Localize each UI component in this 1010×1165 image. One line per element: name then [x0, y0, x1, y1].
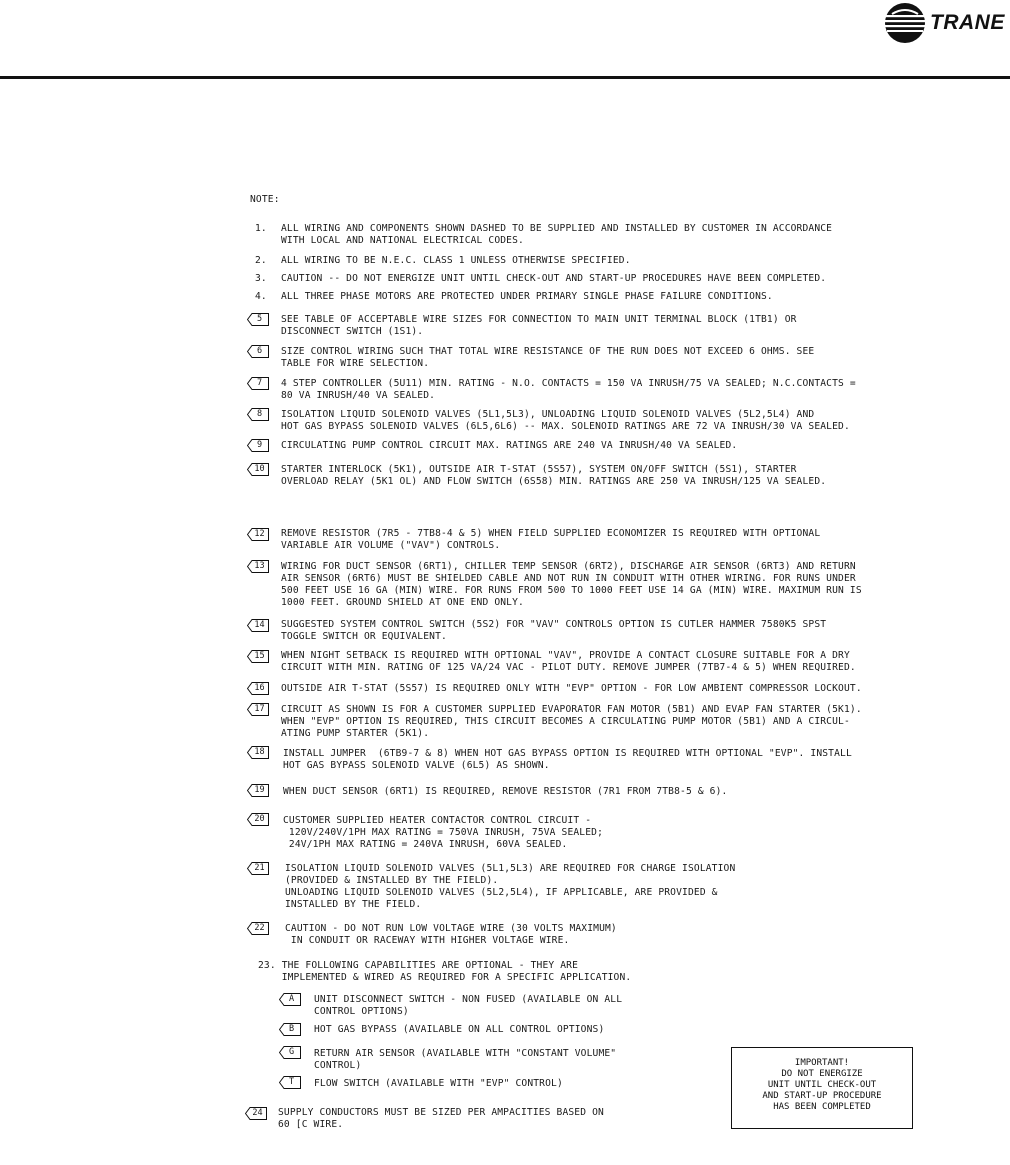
note-text-line: CIRCUIT WITH MIN. RATING OF 125 VA/24 VAC - PILOT DUTY. REMOVE JUMPER (7TB7-4 & 5) WHEN REQUIRED. [281, 662, 856, 673]
note-text-line: HOT GAS BYPASS SOLENOID VALVES (6L5,6L6) -- MAX. SOLENOID RATINGS ARE 72 VA INRUSH/30 VA SEALED. [281, 421, 850, 432]
brand-name: TRANE [930, 11, 1005, 34]
note-text-line: UNLOADING LIQUID SOLENOID VALVES (5L2,5L4), IF APPLICABLE, ARE PROVIDED & [285, 887, 718, 898]
note-text-line: IMPLEMENTED & WIRED AS REQUIRED FOR A SPECIFIC APPLICATION. [258, 972, 632, 983]
notice-line: HAS BEEN COMPLETED [773, 1102, 871, 1112]
note-tag-21: 21 [247, 862, 269, 875]
note-text-line: 60 [C WIRE. [278, 1119, 344, 1130]
note-text-line: ALL WIRING AND COMPONENTS SHOWN DASHED TO BE SUPPLIED AND INSTALLED BY CUSTOMER IN ACCORDANCE [281, 223, 833, 234]
note-text-line: SEE TABLE OF ACCEPTABLE WIRE SIZES FOR CONNECTION TO MAIN UNIT TERMINAL BLOCK (1TB1) OR [281, 314, 797, 325]
note-text-line: TOGGLE SWITCH OR EQUIVALENT. [281, 631, 447, 642]
note-text-line: 23. THE FOLLOWING CAPABILITIES ARE OPTIONAL - THEY ARE [258, 960, 578, 971]
note-text-line: IN CONDUIT OR RACEWAY WITH HIGHER VOLTAGE WIRE. [285, 935, 570, 946]
note-text-line: 500 FEET USE 16 GA (MIN) WIRE. FOR RUNS FROM 500 TO 1000 FEET USE 14 GA (MIN) WIRE. MAXIMUM RUN IS [281, 585, 862, 596]
note-text-line: WITH LOCAL AND NATIONAL ELECTRICAL CODES. [281, 235, 524, 246]
note-number: 2. [255, 255, 267, 266]
note-text-line: INSTALLED BY THE FIELD. [285, 899, 422, 910]
notice-line: IMPORTANT! [794, 1058, 850, 1068]
note-tag-12: 12 [247, 528, 269, 541]
note-text-line: TABLE FOR WIRE SELECTION. [281, 358, 430, 369]
note-text-line: INSTALL JUMPER (6TB9-7 & 8) WHEN HOT GAS BYPASS OPTION IS REQUIRED WITH OPTIONAL "EVP". INSTALL [283, 748, 852, 759]
note-number: 3. [255, 273, 267, 284]
note-tag-6: 6 [247, 345, 269, 358]
note-text-line: CUSTOMER SUPPLIED HEATER CONTACTOR CONTROL CIRCUIT - [283, 815, 592, 826]
note-tag-24: 24 [245, 1107, 267, 1120]
option-text-line: CONTROL OPTIONS) [314, 1006, 409, 1017]
option-tag-a: A [279, 993, 301, 1006]
note-tag-9: 9 [247, 439, 269, 452]
note-text-line: OUTSIDE AIR T-STAT (5S57) IS REQUIRED ONLY WITH "EVP" OPTION - FOR LOW AMBIENT COMPRESSOR LOCKOUT. [281, 683, 862, 694]
note-tag-5: 5 [247, 313, 269, 326]
note-text-line: SUGGESTED SYSTEM CONTROL SWITCH (5S2) FOR "VAV" CONTROLS OPTION IS CUTLER HAMMER 7580K5 SPST [281, 619, 827, 630]
important-notice-box [731, 1047, 913, 1129]
note-text-line: 80 VA INRUSH/40 VA SEALED. [281, 390, 436, 401]
note-number: 1. [255, 223, 267, 234]
note-text-line: 120V/240V/1PH MAX RATING = 750VA INRUSH, 75VA SEALED; [283, 827, 603, 838]
note-text-line: ISOLATION LIQUID SOLENOID VALVES (5L1,5L3), UNLOADING LIQUID SOLENOID VALVES (5L2,5L4) AND [281, 409, 815, 420]
header-rule [0, 76, 1010, 79]
notice-line: UNIT UNTIL CHECK-OUT [767, 1080, 877, 1090]
note-heading: NOTE: [250, 194, 280, 205]
note-text-line: CAUTION - DO NOT RUN LOW VOLTAGE WIRE (30 VOLTS MAXIMUM) [285, 923, 617, 934]
note-tag-7: 7 [247, 377, 269, 390]
note-text-line: REMOVE RESISTOR (7R5 - 7TB8-4 & 5) WHEN FIELD SUPPLIED ECONOMIZER IS REQUIRED WITH OPTIONAL [281, 528, 821, 539]
note-tag-18: 18 [247, 746, 269, 759]
option-text-line: FLOW SWITCH (AVAILABLE WITH "EVP" CONTROL) [314, 1078, 563, 1089]
note-text-line: (PROVIDED & INSTALLED BY THE FIELD). [285, 875, 499, 886]
note-tag-13: 13 [247, 560, 269, 573]
note-text-line: HOT GAS BYPASS SOLENOID VALVE (6L5) AS SHOWN. [283, 760, 550, 771]
note-text-line: 1000 FEET. GROUND SHIELD AT ONE END ONLY. [281, 597, 524, 608]
option-tag-t: T [279, 1076, 301, 1089]
note-text-line: WHEN DUCT SENSOR (6RT1) IS REQUIRED, REMOVE RESISTOR (7R1 FROM 7TB8-5 & 6). [283, 786, 728, 797]
note-text-line: OVERLOAD RELAY (5K1 OL) AND FLOW SWITCH (6S58) MIN. RATINGS ARE 250 VA INRUSH/125 VA SEALED. [281, 476, 827, 487]
note-text-line: CIRCUIT AS SHOWN IS FOR A CUSTOMER SUPPLIED EVAPORATOR FAN MOTOR (5B1) AND EVAP FAN STARTER (5K1). [281, 704, 862, 715]
note-text-line: WHEN "EVP" OPTION IS REQUIRED, THIS CIRCUIT BECOMES A CIRCULATING PUMP MOTOR (5B1) AND A CIRCUL- [281, 716, 850, 727]
note-text-line: ALL WIRING TO BE N.E.C. CLASS 1 UNLESS OTHERWISE SPECIFIED. [281, 255, 631, 266]
note-tag-22: 22 [247, 922, 269, 935]
note-tag-20: 20 [247, 813, 269, 826]
note-text-line: 24V/1PH MAX RATING = 240VA INRUSH, 60VA SEALED. [283, 839, 568, 850]
option-text-line: HOT GAS BYPASS (AVAILABLE ON ALL CONTROL OPTIONS) [314, 1024, 605, 1035]
option-text-line: CONTROL) [314, 1060, 362, 1071]
trane-globe-icon [884, 2, 926, 44]
notice-line: DO NOT ENERGIZE [781, 1069, 863, 1079]
option-text-line: UNIT DISCONNECT SWITCH - NON FUSED (AVAILABLE ON ALL [314, 994, 623, 1005]
notice-line: AND START-UP PROCEDURE [762, 1091, 882, 1101]
note-number: 4. [255, 291, 267, 302]
option-text-line: RETURN AIR SENSOR (AVAILABLE WITH "CONSTANT VOLUME" [314, 1048, 617, 1059]
note-text-line: STARTER INTERLOCK (5K1), OUTSIDE AIR T-STAT (5S57), SYSTEM ON/OFF SWITCH (5S1), STARTER [281, 464, 797, 475]
note-text-line: SIZE CONTROL WIRING SUCH THAT TOTAL WIRE RESISTANCE OF THE RUN DOES NOT EXCEED 6 OHMS. SEE [281, 346, 815, 357]
note-tag-15: 15 [247, 650, 269, 663]
note-text-line: CIRCULATING PUMP CONTROL CIRCUIT MAX. RATINGS ARE 240 VA INRUSH/40 VA SEALED. [281, 440, 738, 451]
note-text-line: ISOLATION LIQUID SOLENOID VALVES (5L1,5L3) ARE REQUIRED FOR CHARGE ISOLATION [285, 863, 736, 874]
option-tag-b: B [279, 1023, 301, 1036]
note-tag-14: 14 [247, 619, 269, 632]
note-text-line: AIR SENSOR (6RT6) MUST BE SHIELDED CABLE AND NOT RUN IN CONDUIT WITH OTHER WIRING. FOR RUNS UNDER [281, 573, 856, 584]
note-text-line: WHEN NIGHT SETBACK IS REQUIRED WITH OPTIONAL "VAV", PROVIDE A CONTACT CLOSURE SUITABLE FOR A DRY [281, 650, 850, 661]
note-tag-8: 8 [247, 408, 269, 421]
note-text-line: VARIABLE AIR VOLUME ("VAV") CONTROLS. [281, 540, 501, 551]
note-text-line: ALL THREE PHASE MOTORS ARE PROTECTED UNDER PRIMARY SINGLE PHASE FAILURE CONDITIONS. [281, 291, 773, 302]
note-tag-17: 17 [247, 703, 269, 716]
note-text-line: WIRING FOR DUCT SENSOR (6RT1), CHILLER TEMP SENSOR (6RT2), DISCHARGE AIR SENSOR (6RT3) AND RETURN [281, 561, 856, 572]
trane-logo [884, 3, 1005, 43]
note-text-line: SUPPLY CONDUCTORS MUST BE SIZED PER AMPACITIES BASED ON [278, 1107, 604, 1118]
note-text-line: ATING PUMP STARTER (5K1). [281, 728, 430, 739]
note-text-line: 4 STEP CONTROLLER (5U11) MIN. RATING - N.O. CONTACTS = 150 VA INRUSH/75 VA SEALED; N.C.CONTACTS = [281, 378, 856, 389]
note-text-line: CAUTION -- DO NOT ENERGIZE UNIT UNTIL CHECK-OUT AND START-UP PROCEDURES HAVE BEEN COMPLETED. [281, 273, 827, 284]
note-text-line: DISCONNECT SWITCH (1S1). [281, 326, 424, 337]
note-tag-16: 16 [247, 682, 269, 695]
option-tag-g: G [279, 1046, 301, 1059]
note-tag-10: 10 [247, 463, 269, 476]
note-tag-19: 19 [247, 784, 269, 797]
